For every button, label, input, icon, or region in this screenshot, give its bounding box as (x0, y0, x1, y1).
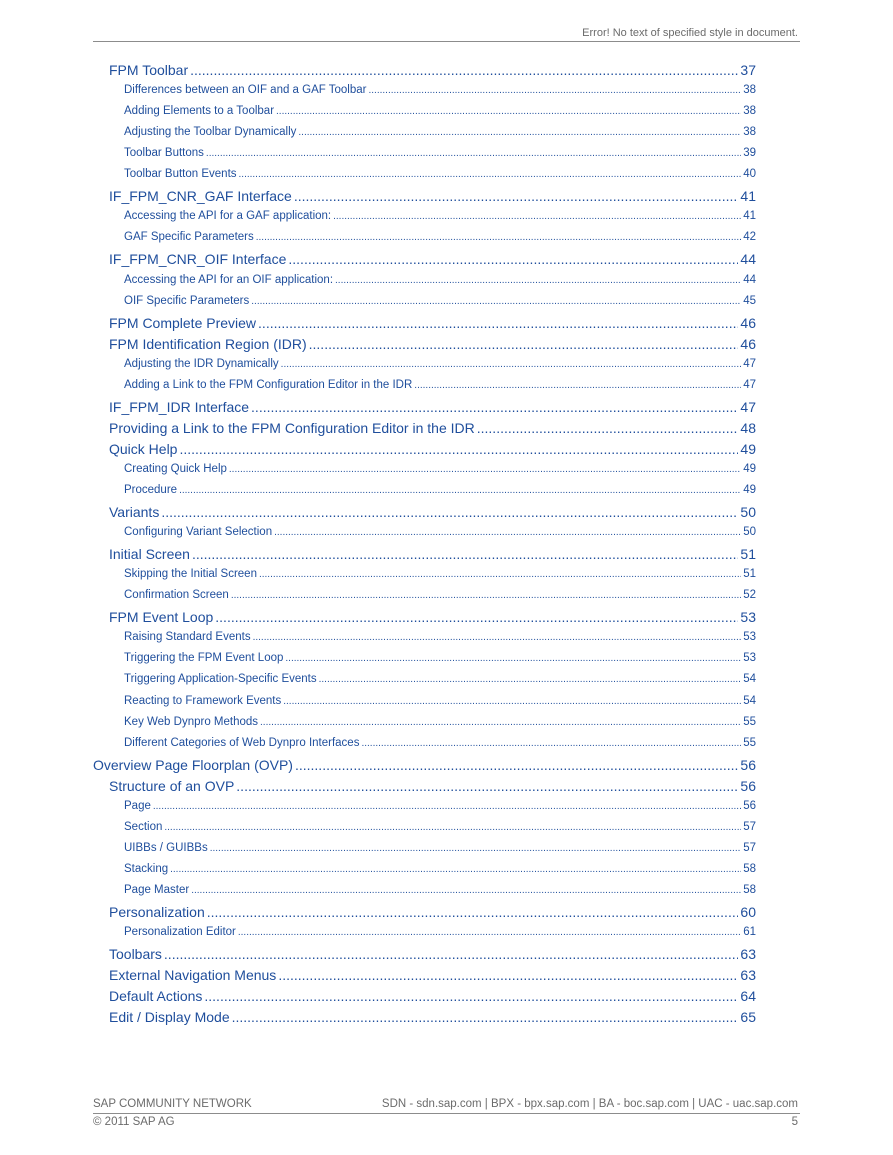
toc-dot-leader (258, 315, 738, 331)
toc-entry-page: 47 (743, 357, 756, 370)
toc-entry[interactable] (109, 420, 756, 436)
toc-entry-page: 54 (743, 673, 756, 686)
toc-entry[interactable] (124, 274, 756, 286)
toc-entry-title: IF_FPM_CNR_OIF Interface (109, 251, 287, 268)
toc-entry-page: 41 (743, 210, 756, 223)
toc-entry-page: 63 (740, 967, 756, 984)
toc-entry-page: 65 (740, 1009, 756, 1026)
toc-entry-page: 49 (743, 484, 756, 496)
toc-entry-page: 55 (743, 736, 756, 749)
toc-dot-leader (210, 843, 741, 854)
toc-dot-leader (206, 148, 741, 159)
toc-entry-page: 39 (743, 147, 756, 160)
toc-entry[interactable] (124, 673, 756, 685)
footer-divider (93, 1113, 800, 1114)
toc-dot-leader (191, 885, 741, 896)
toc-dot-leader (204, 988, 738, 1004)
toc-entry-title: Raising Standard Events (124, 631, 251, 644)
toc-entry-title: IF_FPM_IDR Interface (109, 398, 250, 415)
toc-dot-leader (232, 1009, 739, 1025)
page-number: 5 (791, 1116, 798, 1128)
toc-dot-leader (361, 738, 741, 749)
toc-entry-page: 50 (743, 526, 756, 539)
toc-entry-page: 51 (740, 546, 756, 563)
toc-dot-leader (260, 717, 741, 728)
toc-entry-title: UIBBs / GUIBBs (124, 841, 208, 854)
toc-entry-title: Skipping the Initial Screen (124, 568, 257, 581)
toc-dot-leader (207, 904, 739, 920)
toc-entry[interactable] (124, 926, 756, 938)
toc-entry[interactable] (109, 251, 756, 267)
toc-entry[interactable] (124, 126, 756, 138)
toc-entry[interactable] (124, 358, 756, 370)
toc-entry-title: Personalization Editor (124, 926, 236, 939)
toc-entry-page: 44 (743, 273, 756, 286)
toc-entry[interactable] (124, 210, 756, 222)
toc-entry-title: Providing a Link to the FPM Configuration Editor in the IDR (109, 419, 475, 436)
toc-entry-page: 38 (743, 105, 756, 118)
toc-entry-page: 60 (740, 904, 756, 920)
toc-entry[interactable] (124, 842, 756, 854)
toc-entry[interactable] (124, 526, 756, 538)
toc-entry-page: 58 (743, 883, 756, 896)
toc-entry[interactable] (109, 315, 756, 331)
toc-entry-title: FPM Toolbar (109, 62, 189, 78)
toc-entry-title: FPM Event Loop (109, 609, 214, 626)
toc-entry[interactable] (93, 757, 756, 773)
toc-entry[interactable] (109, 946, 756, 962)
toc-entry[interactable] (124, 568, 756, 580)
toc-entry-title: Different Categories of Web Dynpro Interfaces (124, 736, 360, 749)
toc-dot-leader (369, 85, 742, 96)
toc-entry-page: 50 (740, 504, 756, 521)
toc-entry-title: Confirmation Screen (124, 589, 229, 602)
toc-dot-leader (477, 420, 739, 436)
toc-entry-page: 46 (740, 314, 756, 331)
toc-entry-title: Structure of an OVP (109, 777, 235, 794)
toc-entry-title: Personalization (109, 904, 205, 920)
toc-entry-title: Adding a Link to the FPM Configuration Editor in the IDR (124, 378, 413, 391)
toc-entry-title: Triggering Application-Specific Events (124, 673, 317, 686)
toc-entry-title: Accessing the API for an OIF application: (124, 273, 334, 286)
toc-entry-page: 55 (743, 715, 756, 728)
toc-dot-leader (281, 359, 742, 370)
toc-entry-page: 53 (743, 652, 756, 665)
footer-network-name: SAP COMMUNITY NETWORK (93, 1098, 252, 1110)
toc-entry-title: Adding Elements to a Toolbar (124, 105, 275, 118)
toc-dot-leader (153, 801, 741, 812)
toc-entry[interactable] (109, 1009, 756, 1025)
toc-entry-page: 57 (743, 841, 756, 854)
toc-dot-leader (294, 188, 739, 204)
toc-entry-title: Configuring Variant Selection (124, 526, 273, 539)
toc-entry-title: Variants (109, 504, 160, 521)
toc-dot-leader (274, 527, 741, 538)
toc-entry-page: 46 (740, 335, 756, 352)
toc-dot-leader (170, 864, 741, 875)
toc-dot-leader (309, 336, 739, 352)
toc-entry[interactable] (109, 967, 756, 983)
toc-entry[interactable] (124, 884, 756, 896)
toc-entry[interactable] (109, 988, 756, 1004)
toc-entry-title: FPM Complete Preview (109, 314, 257, 331)
toc-dot-leader (231, 590, 741, 601)
toc-entry-page: 48 (740, 419, 756, 436)
toc-dot-leader (251, 296, 741, 307)
toc-entry-page: 56 (740, 777, 756, 794)
toc-entry[interactable] (124, 589, 756, 601)
toc-entry-page: 38 (743, 84, 756, 97)
toc-entry-page: 37 (740, 62, 756, 78)
toc-entry[interactable] (109, 609, 756, 625)
toc-dot-leader (333, 211, 741, 222)
toc-entry[interactable] (109, 904, 756, 920)
toc-entry-page: 56 (743, 799, 756, 812)
toc-dot-leader (164, 946, 739, 962)
toc-entry-title: Quick Help (109, 440, 178, 457)
toc-dot-leader (298, 127, 741, 138)
toc-entry-title: Stacking (124, 862, 169, 875)
toc-entry[interactable] (124, 716, 756, 728)
toc-entry[interactable] (124, 147, 756, 159)
toc-entry-title: Key Web Dynpro Methods (124, 715, 259, 728)
toc-entry-title: FPM Identification Region (IDR) (109, 335, 307, 352)
toc-entry-title: Page (124, 799, 151, 812)
toc-dot-leader (285, 653, 741, 664)
toc-entry-title: Default Actions (109, 988, 203, 1005)
toc-entry-title: Toolbar Button Events (124, 168, 237, 181)
toc-entry-page: 44 (740, 251, 756, 268)
toc-entry[interactable] (124, 105, 756, 117)
toc-dot-leader (215, 609, 738, 625)
toc-entry[interactable] (124, 821, 756, 833)
toc-entry-title: Differences between an OIF and a GAF Toolbar (124, 84, 367, 97)
toc-entry[interactable] (109, 336, 756, 352)
toc-entry[interactable] (124, 863, 756, 875)
toc-entry-title: Adjusting the IDR Dynamically (124, 357, 279, 370)
toc-dot-leader (229, 464, 741, 475)
toc-entry-title: Triggering the FPM Event Loop (124, 652, 284, 665)
toc-entry-title: OIF Specific Parameters (124, 294, 250, 307)
toc-entry-title: Overview Page Floorplan (OVP) (93, 756, 293, 773)
toc-entry-page: 47 (743, 378, 756, 391)
toc-entry-page: 58 (743, 862, 756, 875)
toc-dot-leader (283, 696, 741, 707)
toc-entry-title: Section (124, 820, 163, 833)
toc-entry-page: 49 (740, 440, 756, 457)
toc-entry-title: External Navigation Menus (109, 967, 277, 984)
toc-dot-leader (179, 485, 741, 496)
toc-entry-page: 57 (743, 820, 756, 833)
toc-dot-leader (319, 674, 742, 685)
toc-entry[interactable] (109, 188, 756, 204)
toc-entry[interactable] (109, 399, 756, 415)
toc-dot-leader (295, 757, 738, 773)
running-header: Error! No text of specified style in document. (582, 27, 798, 39)
toc-entry[interactable] (109, 778, 756, 794)
toc-entry-title: Toolbar Buttons (124, 147, 204, 160)
toc-entry[interactable] (124, 379, 756, 391)
toc-entry-title: Edit / Display Mode (109, 1009, 230, 1026)
toc-dot-leader (179, 441, 738, 457)
toc-entry-page: 53 (740, 609, 756, 626)
toc-entry-page: 40 (743, 168, 756, 181)
toc-entry[interactable] (124, 737, 756, 749)
toc-entry-page: 52 (743, 589, 756, 602)
toc-dot-leader (239, 169, 742, 180)
toc-entry-page: 63 (740, 946, 756, 963)
toc-dot-leader (192, 546, 738, 562)
toc-entry[interactable] (124, 631, 756, 643)
toc-entry[interactable] (109, 441, 756, 457)
toc-entry[interactable] (109, 504, 756, 520)
toc-entry-page: 45 (743, 294, 756, 307)
toc-entry[interactable] (124, 484, 756, 496)
toc-entry-title: Procedure (124, 484, 178, 496)
toc-entry[interactable] (124, 800, 756, 812)
toc-entry-page: 53 (743, 631, 756, 644)
toc-entry-title: Adjusting the Toolbar Dynamically (124, 126, 297, 139)
toc-entry-page: 41 (740, 188, 756, 205)
toc-entry[interactable] (124, 231, 756, 243)
toc-dot-leader (253, 632, 742, 643)
toc-entry-page: 42 (743, 231, 756, 244)
toc-entry-title: Reacting to Framework Events (124, 694, 282, 707)
toc-entry-title: GAF Specific Parameters (124, 231, 254, 244)
toc-entry[interactable] (124, 168, 756, 180)
toc-entry-page: 47 (740, 398, 756, 415)
toc-entry-title: Accessing the API for a GAF application: (124, 210, 332, 223)
toc-dot-leader (238, 927, 741, 938)
toc-dot-leader (288, 251, 738, 267)
toc-entry[interactable] (124, 295, 756, 307)
toc-entry[interactable] (109, 62, 756, 78)
toc-entry-title: Creating Quick Help (124, 462, 227, 475)
toc-dot-leader (190, 62, 738, 78)
toc-entry-title: IF_FPM_CNR_GAF Interface (109, 188, 292, 205)
toc-entry-page: 38 (743, 126, 756, 139)
toc-entry[interactable] (109, 546, 756, 562)
toc-entry[interactable] (124, 695, 756, 707)
toc-dot-leader (278, 967, 738, 983)
toc-entry-page: 51 (743, 568, 756, 581)
toc-entry-page: 49 (743, 462, 756, 475)
toc-entry-page: 56 (740, 756, 756, 773)
footer-copyright: © 2011 SAP AG (93, 1116, 175, 1128)
toc-dot-leader (414, 380, 741, 391)
toc-entry-page: 54 (743, 694, 756, 707)
toc-entry[interactable] (124, 84, 756, 96)
toc-dot-leader (236, 778, 738, 794)
footer-site-links: SDN - sdn.sap.com | BPX - bpx.sap.com | BA - boc.sap.com | UAC - uac.sap.com (381, 1098, 798, 1110)
toc-entry[interactable] (124, 652, 756, 664)
toc-dot-leader (259, 569, 741, 580)
toc-dot-leader (164, 822, 741, 833)
toc-entry-page: 61 (743, 926, 756, 939)
toc-dot-leader (256, 232, 741, 243)
toc-entry-title: Initial Screen (109, 546, 190, 563)
toc-entry-title: Page Master (124, 883, 190, 896)
toc-dot-leader (335, 275, 741, 286)
toc-dot-leader (251, 399, 738, 415)
toc-entry-title: Toolbars (109, 946, 162, 963)
toc-dot-leader (276, 106, 741, 117)
toc-entry-page: 64 (740, 988, 756, 1005)
toc-entry[interactable] (124, 463, 756, 475)
toc-dot-leader (161, 504, 738, 520)
